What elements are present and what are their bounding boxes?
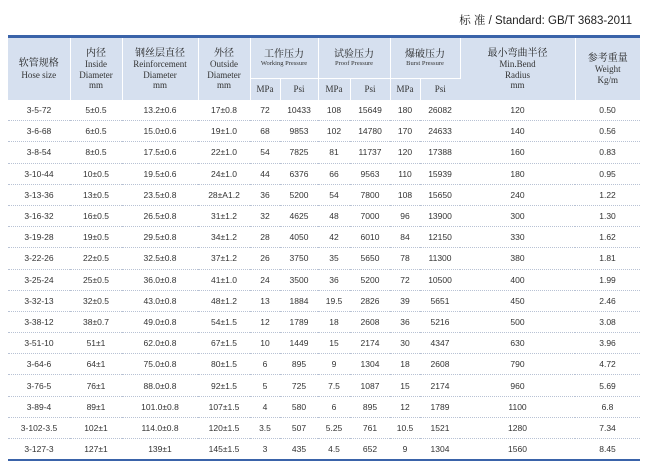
cell-inside-diameter: 16±0.5 (70, 205, 122, 226)
cell-burst-psi: 1304 (420, 439, 460, 461)
cell-hose-size: 3-25-24 (8, 269, 70, 290)
cell-burst-psi: 4347 (420, 333, 460, 354)
cell-inside-diameter: 22±0.5 (70, 248, 122, 269)
cell-reinforcement-diameter: 114.0±0.8 (122, 417, 198, 438)
cell-working-mpa: 3 (250, 439, 280, 461)
cell-working-psi: 1884 (280, 290, 318, 311)
cell-min-bend-radius: 380 (460, 248, 575, 269)
cell-inside-diameter: 25±0.5 (70, 269, 122, 290)
cell-reinforcement-diameter: 17.5±0.6 (122, 142, 198, 163)
cell-weight: 5.69 (575, 375, 640, 396)
cell-reinforcement-diameter: 139±1 (122, 439, 198, 461)
cell-outside-diameter: 28±A1.2 (198, 184, 250, 205)
cell-outside-diameter: 80±1.5 (198, 354, 250, 375)
cell-proof-mpa: 36 (318, 269, 350, 290)
header-proof-mpa: MPa (318, 79, 350, 101)
cell-proof-psi: 5200 (350, 269, 390, 290)
cell-working-mpa: 12 (250, 311, 280, 332)
cell-working-mpa: 36 (250, 184, 280, 205)
cell-proof-psi: 7800 (350, 184, 390, 205)
cell-reinforcement-diameter: 23.5±0.8 (122, 184, 198, 205)
cell-weight: 1.81 (575, 248, 640, 269)
cell-working-mpa: 26 (250, 248, 280, 269)
cell-proof-mpa: 42 (318, 227, 350, 248)
cell-working-psi: 4625 (280, 205, 318, 226)
cell-hose-size: 3-76-5 (8, 375, 70, 396)
cell-inside-diameter: 8±0.5 (70, 142, 122, 163)
header-min-bend-radius: 最小弯曲半径 Min.Bend Radius mm (460, 38, 575, 100)
cell-hose-size: 3-127-3 (8, 439, 70, 461)
cell-working-mpa: 72 (250, 100, 280, 121)
cell-reinforcement-diameter: 43.0±0.8 (122, 290, 198, 311)
cell-proof-mpa: 102 (318, 121, 350, 142)
table-row (8, 163, 640, 184)
cell-burst-mpa: 12 (390, 396, 420, 417)
cell-working-psi: 7825 (280, 142, 318, 163)
cell-proof-psi: 1304 (350, 354, 390, 375)
cell-burst-mpa: 120 (390, 142, 420, 163)
cell-working-psi: 895 (280, 354, 318, 375)
table-row (8, 354, 640, 375)
cell-proof-psi: 2174 (350, 333, 390, 354)
cell-proof-psi: 761 (350, 417, 390, 438)
cell-inside-diameter: 6±0.5 (70, 121, 122, 142)
cell-reinforcement-diameter: 75.0±0.8 (122, 354, 198, 375)
cell-min-bend-radius: 1280 (460, 417, 575, 438)
table-row (8, 269, 640, 290)
cell-burst-psi: 10500 (420, 269, 460, 290)
cell-proof-mpa: 66 (318, 163, 350, 184)
cell-hose-size: 3-19-28 (8, 227, 70, 248)
header-reinforcement-diameter: 钢丝层直径 Reinforcement Diameter mm (122, 38, 198, 100)
cell-min-bend-radius: 180 (460, 163, 575, 184)
cell-working-mpa: 5 (250, 375, 280, 396)
cell-inside-diameter: 64±1 (70, 354, 122, 375)
table-row (8, 311, 640, 332)
header-inside-diameter: 内径 Inside Diameter mm (70, 38, 122, 100)
cell-working-psi: 6376 (280, 163, 318, 184)
header-proof-psi: Psi (350, 79, 390, 101)
cell-inside-diameter: 32±0.5 (70, 290, 122, 311)
cell-hose-size: 3-8-54 (8, 142, 70, 163)
cell-burst-psi: 26082 (420, 100, 460, 121)
cell-weight: 1.99 (575, 269, 640, 290)
cell-working-psi: 435 (280, 439, 318, 461)
cell-burst-psi: 12150 (420, 227, 460, 248)
table-row (8, 417, 640, 438)
cell-weight: 1.62 (575, 227, 640, 248)
cell-working-mpa: 44 (250, 163, 280, 184)
cell-weight: 0.56 (575, 121, 640, 142)
cell-inside-diameter: 51±1 (70, 333, 122, 354)
cell-proof-psi: 11737 (350, 142, 390, 163)
cell-burst-mpa: 110 (390, 163, 420, 184)
cell-burst-mpa: 78 (390, 248, 420, 269)
cell-proof-mpa: 48 (318, 205, 350, 226)
cell-burst-psi: 17388 (420, 142, 460, 163)
cell-reinforcement-diameter: 101.0±0.8 (122, 396, 198, 417)
cell-burst-mpa: 72 (390, 269, 420, 290)
cell-working-psi: 3500 (280, 269, 318, 290)
cell-min-bend-radius: 500 (460, 311, 575, 332)
cell-reinforcement-diameter: 13.2±0.6 (122, 100, 198, 121)
cell-outside-diameter: 120±1.5 (198, 417, 250, 438)
cell-weight: 1.30 (575, 205, 640, 226)
cell-proof-mpa: 19.5 (318, 290, 350, 311)
table-body (8, 100, 640, 460)
cell-proof-psi: 9563 (350, 163, 390, 184)
cell-hose-size: 3-6-68 (8, 121, 70, 142)
cell-inside-diameter: 127±1 (70, 439, 122, 461)
cell-hose-size: 3-38-12 (8, 311, 70, 332)
cell-burst-mpa: 84 (390, 227, 420, 248)
cell-weight: 8.45 (575, 439, 640, 461)
cell-proof-psi: 5650 (350, 248, 390, 269)
cell-proof-mpa: 35 (318, 248, 350, 269)
cell-burst-mpa: 108 (390, 184, 420, 205)
header-working-mpa: MPa (250, 79, 280, 101)
cell-proof-mpa: 5.25 (318, 417, 350, 438)
cell-outside-diameter: 41±1.0 (198, 269, 250, 290)
cell-burst-psi: 1521 (420, 417, 460, 438)
header-row (8, 38, 640, 79)
table-row (8, 100, 640, 121)
cell-outside-diameter: 37±1.2 (198, 248, 250, 269)
cell-outside-diameter: 92±1.5 (198, 375, 250, 396)
cell-working-mpa: 28 (250, 227, 280, 248)
cell-burst-mpa: 96 (390, 205, 420, 226)
cell-burst-psi: 13900 (420, 205, 460, 226)
cell-outside-diameter: 54±1.5 (198, 311, 250, 332)
cell-proof-psi: 652 (350, 439, 390, 461)
table-row (8, 184, 640, 205)
cell-burst-mpa: 15 (390, 375, 420, 396)
cell-inside-diameter: 5±0.5 (70, 100, 122, 121)
table-row (8, 396, 640, 417)
cell-working-mpa: 13 (250, 290, 280, 311)
cell-hose-size: 3-13-36 (8, 184, 70, 205)
cell-burst-mpa: 18 (390, 354, 420, 375)
cell-hose-size: 3-64-6 (8, 354, 70, 375)
cell-outside-diameter: 17±0.8 (198, 100, 250, 121)
cell-proof-psi: 15649 (350, 100, 390, 121)
cell-proof-mpa: 108 (318, 100, 350, 121)
header-working-pressure: 工作压力 Working Pressure (250, 38, 318, 79)
cell-weight: 2.46 (575, 290, 640, 311)
header-hose-size: 软管规格 Hose size (8, 38, 70, 100)
cell-working-psi: 9853 (280, 121, 318, 142)
cell-hose-size: 3-32-13 (8, 290, 70, 311)
cell-hose-size: 3-102-3.5 (8, 417, 70, 438)
cell-reinforcement-diameter: 32.5±0.8 (122, 248, 198, 269)
cell-reinforcement-diameter: 62.0±0.8 (122, 333, 198, 354)
cell-reinforcement-diameter: 26.5±0.8 (122, 205, 198, 226)
header-working-psi: Psi (280, 79, 318, 101)
header-burst-mpa: MPa (390, 79, 420, 101)
cell-outside-diameter: 31±1.2 (198, 205, 250, 226)
table-row (8, 290, 640, 311)
table-row (8, 227, 640, 248)
cell-inside-diameter: 38±0.7 (70, 311, 122, 332)
cell-proof-mpa: 9 (318, 354, 350, 375)
cell-working-mpa: 24 (250, 269, 280, 290)
cell-weight: 6.8 (575, 396, 640, 417)
cell-weight: 0.83 (575, 142, 640, 163)
cell-working-psi: 580 (280, 396, 318, 417)
cell-burst-psi: 24633 (420, 121, 460, 142)
cell-weight: 7.34 (575, 417, 640, 438)
cell-burst-mpa: 10.5 (390, 417, 420, 438)
cell-working-psi: 507 (280, 417, 318, 438)
cell-reinforcement-diameter: 36.0±0.8 (122, 269, 198, 290)
header-weight: 参考重量 Weight Kg/m (575, 38, 640, 100)
standard-label: 标 准 / Standard: GB/T 3683-2011 (459, 15, 632, 27)
cell-weight: 4.72 (575, 354, 640, 375)
cell-min-bend-radius: 790 (460, 354, 575, 375)
cell-proof-psi: 6010 (350, 227, 390, 248)
cell-working-mpa: 3.5 (250, 417, 280, 438)
cell-outside-diameter: 48±1.2 (198, 290, 250, 311)
cell-proof-psi: 1087 (350, 375, 390, 396)
cell-hose-size: 3-51-10 (8, 333, 70, 354)
cell-working-mpa: 54 (250, 142, 280, 163)
cell-burst-psi: 15650 (420, 184, 460, 205)
cell-hose-size: 3-5-72 (8, 100, 70, 121)
cell-min-bend-radius: 450 (460, 290, 575, 311)
cell-proof-mpa: 54 (318, 184, 350, 205)
table-row (8, 121, 640, 142)
cell-inside-diameter: 13±0.5 (70, 184, 122, 205)
cell-min-bend-radius: 1100 (460, 396, 575, 417)
cell-min-bend-radius: 300 (460, 205, 575, 226)
cell-proof-mpa: 81 (318, 142, 350, 163)
cell-burst-mpa: 9 (390, 439, 420, 461)
cell-working-mpa: 6 (250, 354, 280, 375)
cell-inside-diameter: 19±0.5 (70, 227, 122, 248)
cell-working-mpa: 32 (250, 205, 280, 226)
cell-proof-mpa: 7.5 (318, 375, 350, 396)
cell-hose-size: 3-89-4 (8, 396, 70, 417)
cell-outside-diameter: 34±1.2 (198, 227, 250, 248)
cell-burst-psi: 5651 (420, 290, 460, 311)
cell-outside-diameter: 107±1.5 (198, 396, 250, 417)
cell-burst-psi: 15939 (420, 163, 460, 184)
cell-burst-mpa: 170 (390, 121, 420, 142)
cell-outside-diameter: 145±1.5 (198, 439, 250, 461)
cell-min-bend-radius: 330 (460, 227, 575, 248)
cell-min-bend-radius: 240 (460, 184, 575, 205)
cell-weight: 0.95 (575, 163, 640, 184)
cell-reinforcement-diameter: 49.0±0.8 (122, 311, 198, 332)
cell-proof-mpa: 18 (318, 311, 350, 332)
cell-min-bend-radius: 120 (460, 100, 575, 121)
cell-min-bend-radius: 400 (460, 269, 575, 290)
cell-outside-diameter: 67±1.5 (198, 333, 250, 354)
cell-proof-psi: 7000 (350, 205, 390, 226)
cell-reinforcement-diameter: 19.5±0.6 (122, 163, 198, 184)
cell-weight: 0.50 (575, 100, 640, 121)
cell-burst-mpa: 30 (390, 333, 420, 354)
cell-hose-size: 3-16-32 (8, 205, 70, 226)
cell-working-psi: 10433 (280, 100, 318, 121)
cell-weight: 1.22 (575, 184, 640, 205)
cell-working-psi: 5200 (280, 184, 318, 205)
cell-burst-psi: 1789 (420, 396, 460, 417)
cell-burst-mpa: 36 (390, 311, 420, 332)
cell-proof-psi: 2608 (350, 311, 390, 332)
table-row (8, 375, 640, 396)
cell-reinforcement-diameter: 88.0±0.8 (122, 375, 198, 396)
cell-working-mpa: 4 (250, 396, 280, 417)
cell-proof-mpa: 15 (318, 333, 350, 354)
cell-inside-diameter: 89±1 (70, 396, 122, 417)
cell-outside-diameter: 19±1.0 (198, 121, 250, 142)
cell-reinforcement-diameter: 15.0±0.6 (122, 121, 198, 142)
table-row (8, 248, 640, 269)
cell-proof-psi: 895 (350, 396, 390, 417)
table-row (8, 205, 640, 226)
cell-min-bend-radius: 160 (460, 142, 575, 163)
cell-burst-psi: 11300 (420, 248, 460, 269)
cell-outside-diameter: 24±1.0 (198, 163, 250, 184)
cell-min-bend-radius: 1560 (460, 439, 575, 461)
cell-min-bend-radius: 960 (460, 375, 575, 396)
cell-reinforcement-diameter: 29.5±0.8 (122, 227, 198, 248)
header-burst-psi: Psi (420, 79, 460, 101)
cell-burst-psi: 5216 (420, 311, 460, 332)
cell-inside-diameter: 102±1 (70, 417, 122, 438)
cell-working-mpa: 10 (250, 333, 280, 354)
cell-weight: 3.96 (575, 333, 640, 354)
cell-min-bend-radius: 630 (460, 333, 575, 354)
cell-burst-mpa: 39 (390, 290, 420, 311)
cell-working-psi: 1789 (280, 311, 318, 332)
cell-working-mpa: 68 (250, 121, 280, 142)
cell-proof-psi: 14780 (350, 121, 390, 142)
cell-working-psi: 725 (280, 375, 318, 396)
hose-spec-table (8, 38, 640, 461)
cell-weight: 3.08 (575, 311, 640, 332)
cell-burst-psi: 2608 (420, 354, 460, 375)
cell-burst-mpa: 180 (390, 100, 420, 121)
cell-hose-size: 3-22-26 (8, 248, 70, 269)
cell-working-psi: 1449 (280, 333, 318, 354)
cell-working-psi: 4050 (280, 227, 318, 248)
header-outside-diameter: 外径 Outside Diameter mm (198, 38, 250, 100)
cell-working-psi: 3750 (280, 248, 318, 269)
table-row (8, 439, 640, 461)
cell-outside-diameter: 22±1.0 (198, 142, 250, 163)
cell-hose-size: 3-10-44 (8, 163, 70, 184)
cell-burst-psi: 2174 (420, 375, 460, 396)
table-row (8, 142, 640, 163)
cell-inside-diameter: 10±0.5 (70, 163, 122, 184)
cell-proof-mpa: 4.5 (318, 439, 350, 461)
cell-inside-diameter: 76±1 (70, 375, 122, 396)
table-row (8, 333, 640, 354)
cell-min-bend-radius: 140 (460, 121, 575, 142)
header-burst-pressure: 爆破压力 Burst Pressure (390, 38, 460, 79)
header-proof-pressure: 试验压力 Proof Pressure (318, 38, 390, 79)
cell-proof-psi: 2826 (350, 290, 390, 311)
cell-proof-mpa: 6 (318, 396, 350, 417)
